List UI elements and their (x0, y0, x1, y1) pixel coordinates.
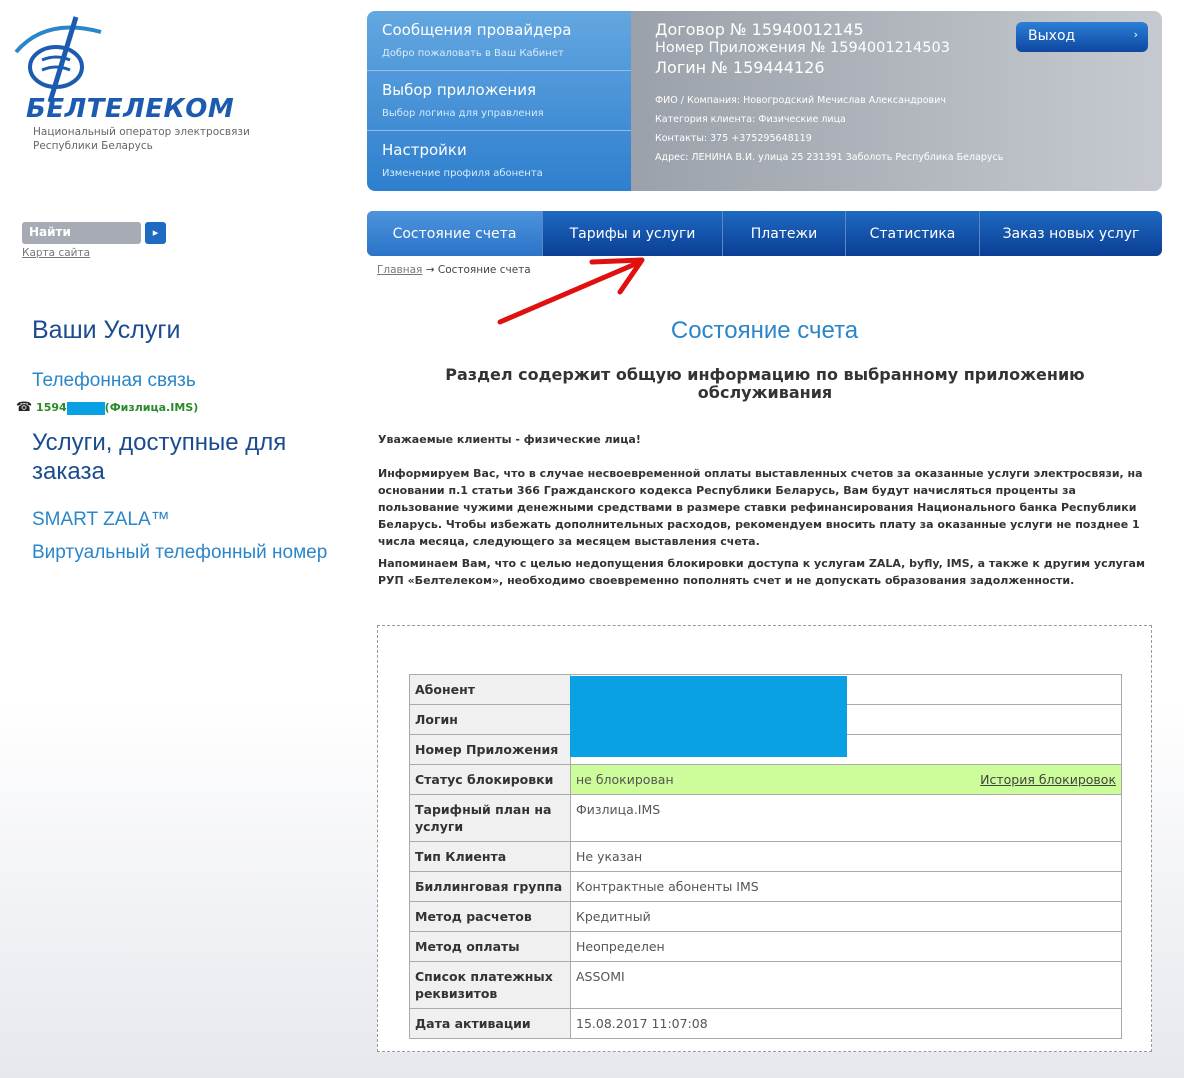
redacted-mask (67, 402, 105, 415)
your-services-heading: Ваши Услуги (32, 316, 181, 344)
logo-subtitle: Национальный оператор электросвязи Республики Беларусь (33, 126, 250, 152)
menu-provider-messages[interactable] (367, 11, 631, 71)
client-address: Адрес: ЛЕНИНА В.И. улица 25 231391 Заболоть Республика Беларусь (655, 152, 1004, 163)
client-contacts: Контакты: 375 +375295648119 (655, 133, 812, 144)
section-description: Раздел содержит общую информацию по выбранному приложению обслуживания (445, 365, 1085, 402)
login-number: Логин № 159444126 (655, 58, 825, 77)
chevron-right-icon: › (1133, 28, 1138, 41)
row-value: 15.08.2017 11:07:08 (571, 1009, 1122, 1039)
search-button[interactable] (145, 222, 166, 244)
row-value: ASSOMI (571, 962, 1122, 1009)
block-status: не блокирован (576, 772, 674, 787)
table-row (410, 1009, 1122, 1039)
table-row (410, 902, 1122, 932)
phone-plan-label: (Физлица.IMS) (104, 401, 199, 414)
row-label: Номер Приложения (410, 735, 571, 765)
tab-order-services[interactable]: Заказ новых услуг (1002, 225, 1140, 242)
row-value: Неопределен (571, 932, 1122, 962)
chevron-right-icon: ▸ (152, 226, 159, 239)
phone-number-prefix: 1594 (36, 401, 67, 414)
tab-account-status[interactable]: Состояние счета (367, 211, 543, 256)
menu-item-title: Выбор приложения (382, 81, 537, 99)
logout-label: Выход (1028, 28, 1076, 44)
contract-number: Договор № 15940012145 (655, 20, 864, 39)
row-value: Физлица.IMS (571, 795, 1122, 842)
menu-item-subtitle: Изменение профиля абонента (382, 168, 543, 179)
smart-zala-link[interactable]: SMART ZALA™ (32, 509, 170, 530)
available-services-heading: Услуги, доступные для заказа (32, 429, 287, 485)
menu-settings[interactable] (367, 131, 631, 191)
row-label: Тип Клиента (410, 842, 571, 872)
row-label: Дата активации (410, 1009, 571, 1039)
row-value: Кредитный (571, 902, 1122, 932)
breadcrumb-current: Состояние счета (437, 264, 531, 276)
page-title: Состояние счета (670, 317, 859, 344)
table-row (410, 765, 1122, 795)
logout-button[interactable] (1016, 22, 1148, 52)
search-input[interactable]: Найти (22, 222, 141, 244)
block-history-link[interactable]: История блокировок (980, 772, 1116, 787)
app-number: Номер Приложения № 1594001214503 (655, 40, 950, 56)
row-label: Список платежных реквизитов (410, 962, 571, 1009)
row-label: Метод расчетов (410, 902, 571, 932)
row-label: Статус блокировки (410, 765, 571, 795)
top-menu (367, 11, 631, 191)
menu-select-application[interactable] (367, 71, 631, 131)
client-fio: ФИО / Компания: Новогродский Мечислав Александрович (655, 95, 946, 106)
row-label: Биллинговая группа (410, 872, 571, 902)
menu-item-subtitle: Добро пожаловать в Ваш Кабинет (382, 48, 564, 59)
breadcrumb-home-link[interactable]: Главная (377, 264, 423, 276)
breadcrumb-separator: → (425, 264, 435, 276)
row-value (571, 765, 1122, 795)
notice-late-payment: Информируем Вас, что в случае несвоевременной оплаты выставленных счетов за оказанные услуги электросвязи, на основании п.1 статьи 366 Гражданского кодекса Республики Беларусь, Вам будут начисляться проценты за пользование чужими денежными средствами в размере ставки рефинансирования Национального банка Республики Беларусь. Чтобы избежать дополнительных расходов, рекомендуем вносить плату за оказанные услуги не позднее 1 числа месяца, следующего за месяцем выставления счета. (378, 467, 1143, 548)
notice-blocking: Напоминаем Вам, что с целью недопущения блокировки доступа к услугам ZALA, byfly, IMS, а также к другим услугам РУП «Белтелеком», необходимо своевременно пополнять счет и не допускать образования задолженности. (378, 557, 1145, 587)
table-row (410, 962, 1122, 1009)
sitemap-link[interactable]: Карта сайта (22, 247, 91, 259)
tab-payments[interactable]: Платежи (723, 211, 846, 256)
phone-service-item[interactable] (16, 400, 198, 415)
table-row (410, 872, 1122, 902)
row-label: Тарифный план на услуги (410, 795, 571, 842)
row-label: Абонент (410, 675, 571, 705)
main-nav (367, 211, 1162, 256)
row-value: Не указан (571, 842, 1122, 872)
row-label: Метод оплаты (410, 932, 571, 962)
notice-greeting: Уважаемые клиенты - физические лица! (378, 433, 641, 446)
table-row (410, 932, 1122, 962)
client-category: Категория клиента: Физические лица (655, 114, 846, 125)
menu-item-title: Сообщения провайдера (382, 21, 572, 39)
table-row (410, 842, 1122, 872)
tab-tariffs[interactable]: Тарифы и услуги (543, 211, 723, 256)
telephony-link[interactable]: Телефонная связь (32, 370, 196, 391)
virtual-number-link[interactable]: Виртуальный телефонный номер (32, 542, 328, 563)
tab-statistics[interactable]: Статистика (846, 211, 980, 256)
table-row (410, 795, 1122, 842)
menu-item-subtitle: Выбор логина для управления (382, 108, 544, 119)
beltelecom-logo[interactable] (6, 12, 246, 122)
redacted-mask (570, 676, 847, 757)
row-label: Логин (410, 705, 571, 735)
menu-item-title: Настройки (382, 141, 467, 159)
phone-icon: ☎ (16, 400, 33, 415)
logo-wordmark: БЕЛТЕЛЕКОМ (26, 94, 235, 124)
row-value: Контрактные абоненты IMS (571, 872, 1122, 902)
